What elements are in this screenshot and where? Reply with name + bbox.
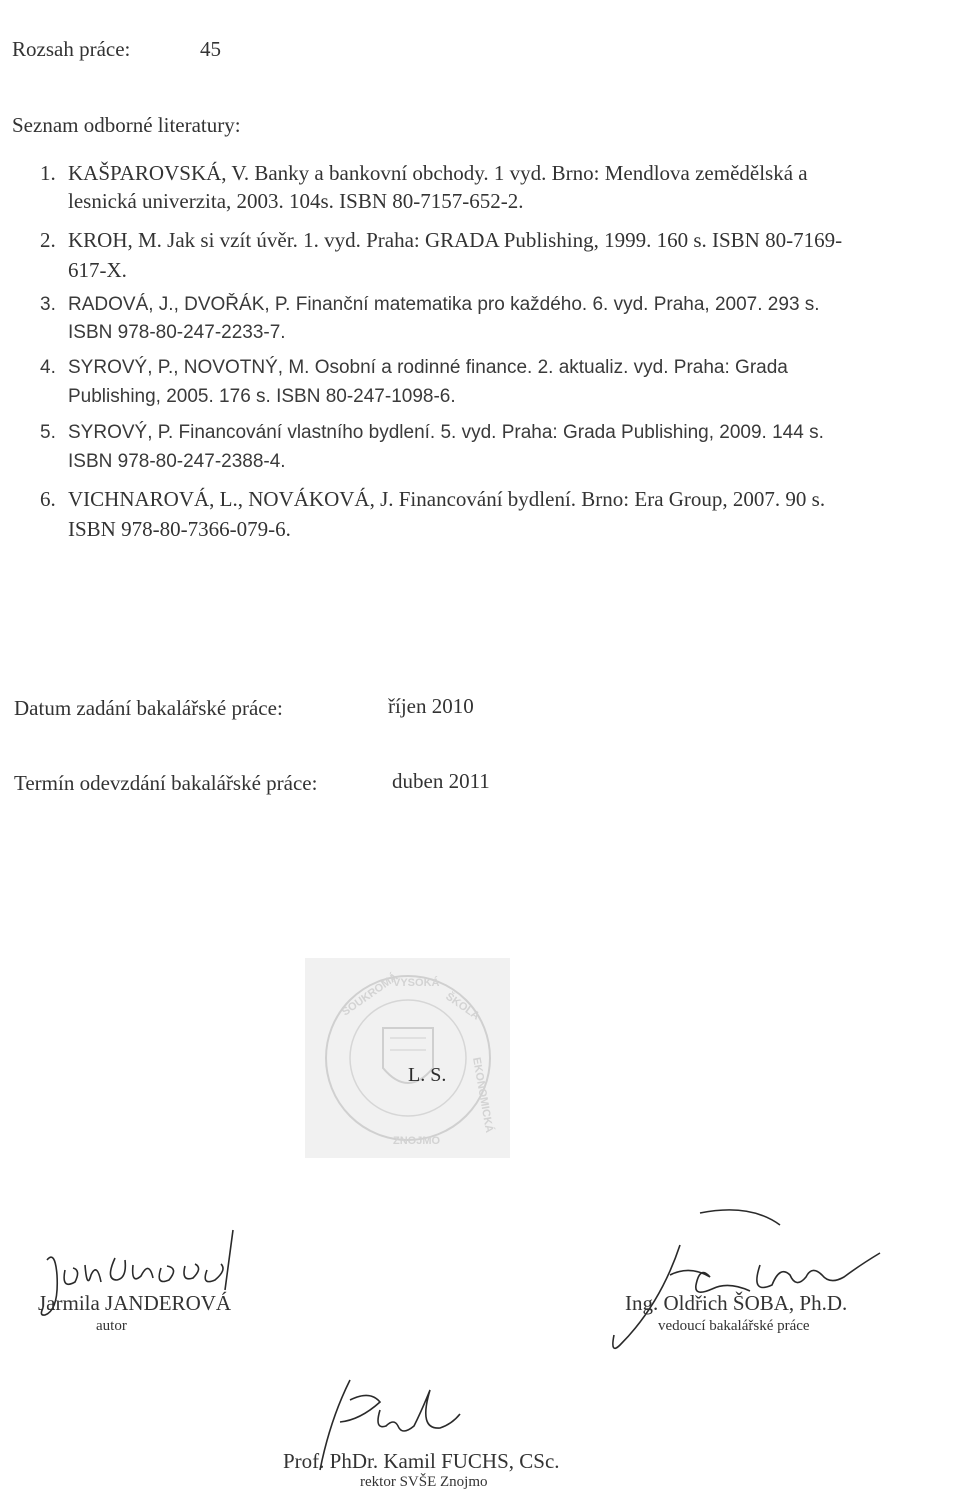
- assignment-date-label: Datum zadání bakalářské práce:: [14, 696, 283, 720]
- svg-text:ZNOJMO: ZNOJMO: [393, 1135, 441, 1147]
- reference-text: ISBN 978-80-7366-079-6.: [68, 517, 291, 541]
- rector-name: Prof. PhDr. Kamil FUCHS, CSc.: [283, 1449, 560, 1473]
- supervisor-signature-icon: [600, 1205, 890, 1365]
- svg-text:ŠKOLA: ŠKOLA: [443, 990, 482, 1023]
- reference-text: ISBN 978-80-247-2388-4.: [68, 451, 286, 472]
- svg-text:VYSOKÁ: VYSOKÁ: [393, 977, 440, 989]
- reference-text: SYROVÝ, P. Financování vlastního bydlení. 5. vyd. Praha: Grada Publishing, 2009. 144 s.: [68, 422, 824, 443]
- reference-text: 617-X.: [68, 258, 127, 282]
- reference-number: 5.: [40, 422, 56, 443]
- stamp-seal-icon: [305, 958, 510, 1158]
- deadline-date-value: duben 2011: [392, 769, 490, 793]
- reference-number: 3.: [40, 294, 56, 315]
- author-name: Jarmila JANDEROVÁ: [38, 1291, 232, 1315]
- official-stamp: [305, 958, 510, 1158]
- literature-heading: Seznam odborné literatury:: [12, 113, 241, 137]
- reference-number: 1.: [40, 161, 56, 185]
- reference-number: 4.: [40, 357, 56, 378]
- reference-number: 6.: [40, 487, 56, 511]
- stamp-text: L. S.: [408, 1064, 447, 1086]
- reference-text: Publishing, 2005. 176 s. ISBN 80-247-1098-6.: [68, 386, 456, 407]
- scope-label: Rozsah práce:: [12, 37, 131, 61]
- scope-value: 45: [200, 37, 221, 61]
- rector-role: rektor SVŠE Znojmo: [360, 1474, 488, 1490]
- reference-text: SYROVÝ, P., NOVOTNÝ, M. Osobní a rodinné finance. 2. aktualiz. vyd. Praha: Grada: [68, 357, 788, 378]
- reference-text: KAŠPAROVSKÁ, V. Banky a bankovní obchody. 1 vyd. Brno: Mendlova zemědělská a: [68, 161, 808, 185]
- author-role: autor: [96, 1318, 127, 1334]
- reference-text: lesnická univerzita, 2003. 104s. ISBN 80-7157-652-2.: [68, 189, 524, 213]
- svg-text:SOUKROMÁ: SOUKROMÁ: [339, 971, 401, 1019]
- svg-text:EKONOMICKÁ: EKONOMICKÁ: [470, 1056, 496, 1134]
- supervisor-role: vedoucí bakalářské práce: [658, 1318, 810, 1334]
- supervisor-name: Ing. Oldřich ŠOBA, Ph.D.: [625, 1291, 848, 1315]
- assignment-date-value: říjen 2010: [388, 694, 474, 718]
- reference-number: 2.: [40, 228, 56, 252]
- reference-text: RADOVÁ, J., DVOŘÁK, P. Finanční matematika pro každého. 6. vyd. Praha, 2007. 293 s.: [68, 294, 820, 315]
- reference-text: VICHNAROVÁ, L., NOVÁKOVÁ, J. Financování bydlení. Brno: Era Group, 2007. 90 s.: [68, 487, 826, 511]
- reference-text: KROH, M. Jak si vzít úvěr. 1. vyd. Praha: GRADA Publishing, 1999. 160 s. ISBN 80-7169-: [68, 228, 843, 252]
- reference-text: ISBN 978-80-247-2233-7.: [68, 322, 286, 343]
- deadline-date-label: Termín odevzdání bakalářské práce:: [14, 771, 318, 795]
